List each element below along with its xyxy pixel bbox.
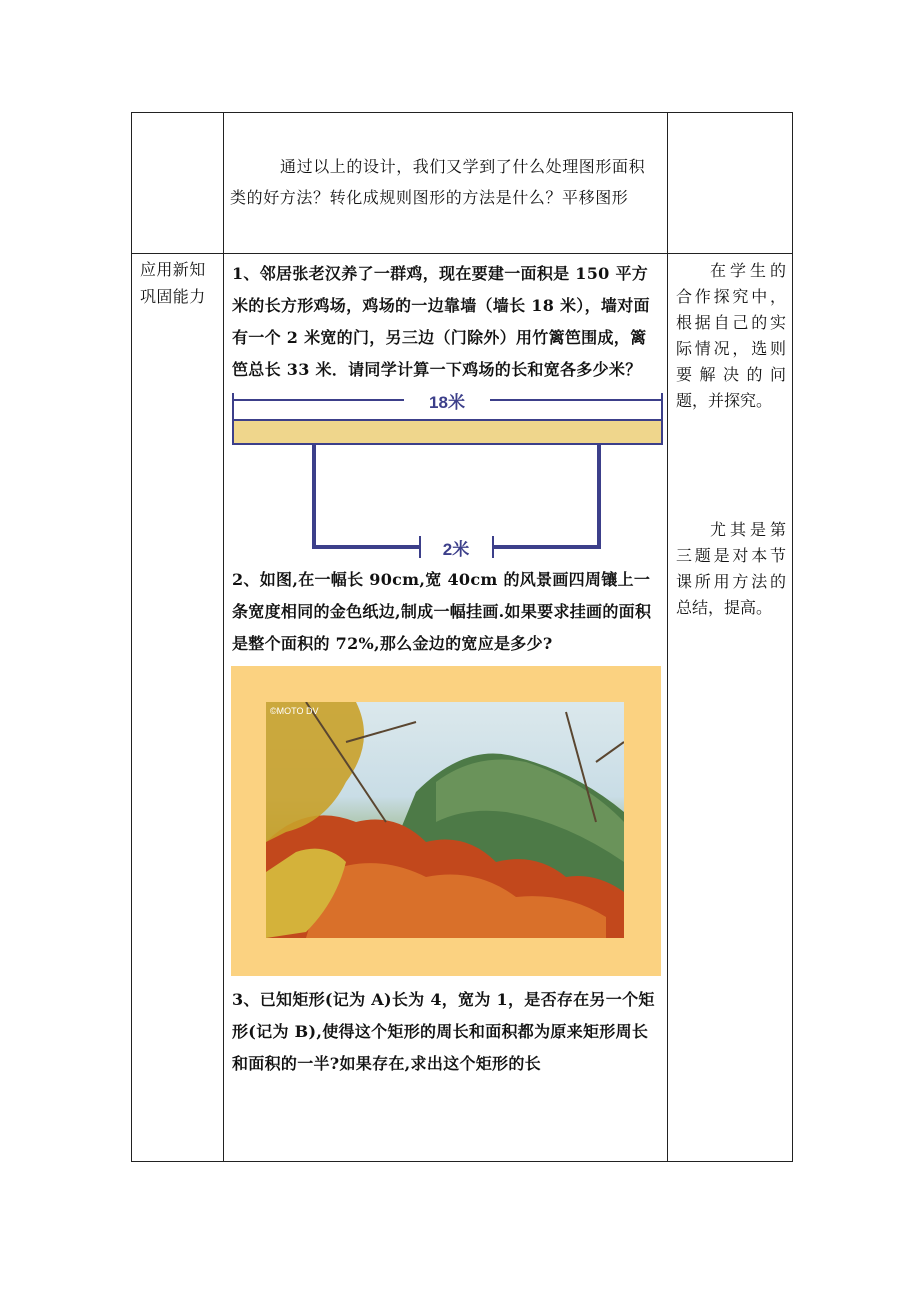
chicken-yard-diagram xyxy=(232,392,664,562)
landscape-photo-art xyxy=(266,702,624,938)
empty-cell xyxy=(132,113,224,254)
section-label: 应用新知巩固能力 xyxy=(140,260,206,307)
teaching-note-2 xyxy=(668,517,792,621)
teaching-note-1 xyxy=(668,258,792,414)
lesson-table xyxy=(131,112,793,1162)
empty-cell xyxy=(668,113,793,254)
question-2: 2、如图,在一幅长 90cm,宽 40cm 的风景画四周镶上一条宽度相同的金色纸边,制成一幅挂画.如果要求挂画的面积是整个面积的 72%,那么金边的宽应是多少? xyxy=(232,570,652,654)
fence-right xyxy=(494,444,599,547)
question-3: 3、已知矩形(记为 A)长为 4，宽为 1，是否存在另一个矩形(记为 B),使得这个矩形的周长和面积都为原来矩形周长和面积的一半?如果存在,求出这个矩形的长 xyxy=(232,990,655,1074)
question-1: 1、邻居张老汉养了一群鸡，现在要建一面积是 150 平方米的长方形鸡场，鸡场的一边靠墙（墙长 18 米），墙对面有一个 2 米宽的门，另三边（门除外）用竹篱笆围成，篱笆总长 33 米．请同学计算一下鸡场的长和宽各多少米？ xyxy=(232,264,650,380)
notes-cell xyxy=(668,254,793,1162)
door-width-label: 2米 xyxy=(442,540,470,560)
wall xyxy=(233,420,662,444)
teaching-note-1-text: 在学生的合作探究中，根据自己的实际情况，选则要解决的问题，并探究。 xyxy=(676,261,786,411)
teaching-note-2-text: 尤其是第三题是对本节课所用方法的总结，提高。 xyxy=(676,520,786,618)
landscape-photo xyxy=(266,702,624,938)
wall-length-label: 18米 xyxy=(429,393,465,413)
questions-cell xyxy=(224,254,668,1162)
photo-watermark: ©MOTO DV xyxy=(270,706,319,717)
section-label-cell xyxy=(132,254,224,1162)
table-row xyxy=(132,113,793,254)
content-cell xyxy=(224,113,668,254)
intro-paragraph: 通过以上的设计，我们又学到了什么处理图形面积类的好方法？转化成规则图形的方法是什么？平移图形 xyxy=(230,157,646,207)
fence-left xyxy=(314,444,419,547)
table-row xyxy=(132,254,793,1162)
gold-border-frame xyxy=(231,666,661,976)
